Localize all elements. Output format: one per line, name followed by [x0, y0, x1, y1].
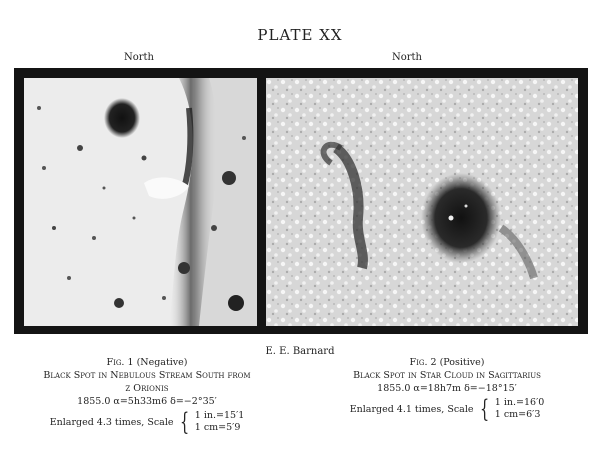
figure-2-coords: 1855.0 α=18h7m δ=−18°15′ — [377, 383, 517, 394]
figure-2-caption — [312, 356, 582, 421]
figure-2-enlarged: Enlarged 4.1 times, Scale — [349, 403, 474, 415]
figure-1-title-line1: Black Spot in Nebulous Stream South from — [43, 370, 251, 381]
figure-2-starcloud-image — [266, 78, 578, 326]
brace-icon: { — [179, 408, 189, 436]
figure-1-photo — [24, 78, 257, 326]
figure-2-photo — [266, 78, 578, 326]
figure-1-caption — [12, 356, 282, 434]
photo-frame — [14, 68, 588, 334]
figure-2-scale-in: 1 in.=16′0 — [494, 397, 545, 408]
figure-1-title-line2: ζ Orionis — [125, 383, 169, 394]
figure-1-label: Fig. 1 — [106, 357, 134, 368]
figure-2-scale-cm: 1 cm=6′3 — [494, 409, 541, 420]
figure-2-scale — [350, 397, 545, 421]
north-label-fig1: North — [123, 52, 154, 63]
figure-1-kind: (Negative) — [136, 357, 188, 368]
figure-1-coords: 1855.0 α=5h33m6 δ=−2°35′ — [77, 396, 217, 407]
figure-1-scale-cm: 1 cm=5′9 — [194, 422, 241, 433]
figure-2-kind: (Positive) — [439, 357, 485, 368]
figure-1-scale-in: 1 in.=15′1 — [194, 410, 245, 421]
figure-1-scale — [50, 410, 245, 434]
figure-1-enlarged: Enlarged 4.3 times, Scale — [49, 416, 174, 428]
figure-1-nebula-image — [24, 78, 257, 326]
author-credit: E. E. Barnard — [265, 346, 335, 357]
plate-title: PLATE XX — [257, 26, 343, 44]
figure-2-label: Fig. 2 — [409, 357, 437, 368]
brace-icon: { — [479, 395, 489, 423]
figure-2-title-line1: Black Spot in Star Cloud in Sagittarius — [353, 370, 541, 381]
north-label-fig2: North — [391, 52, 422, 63]
